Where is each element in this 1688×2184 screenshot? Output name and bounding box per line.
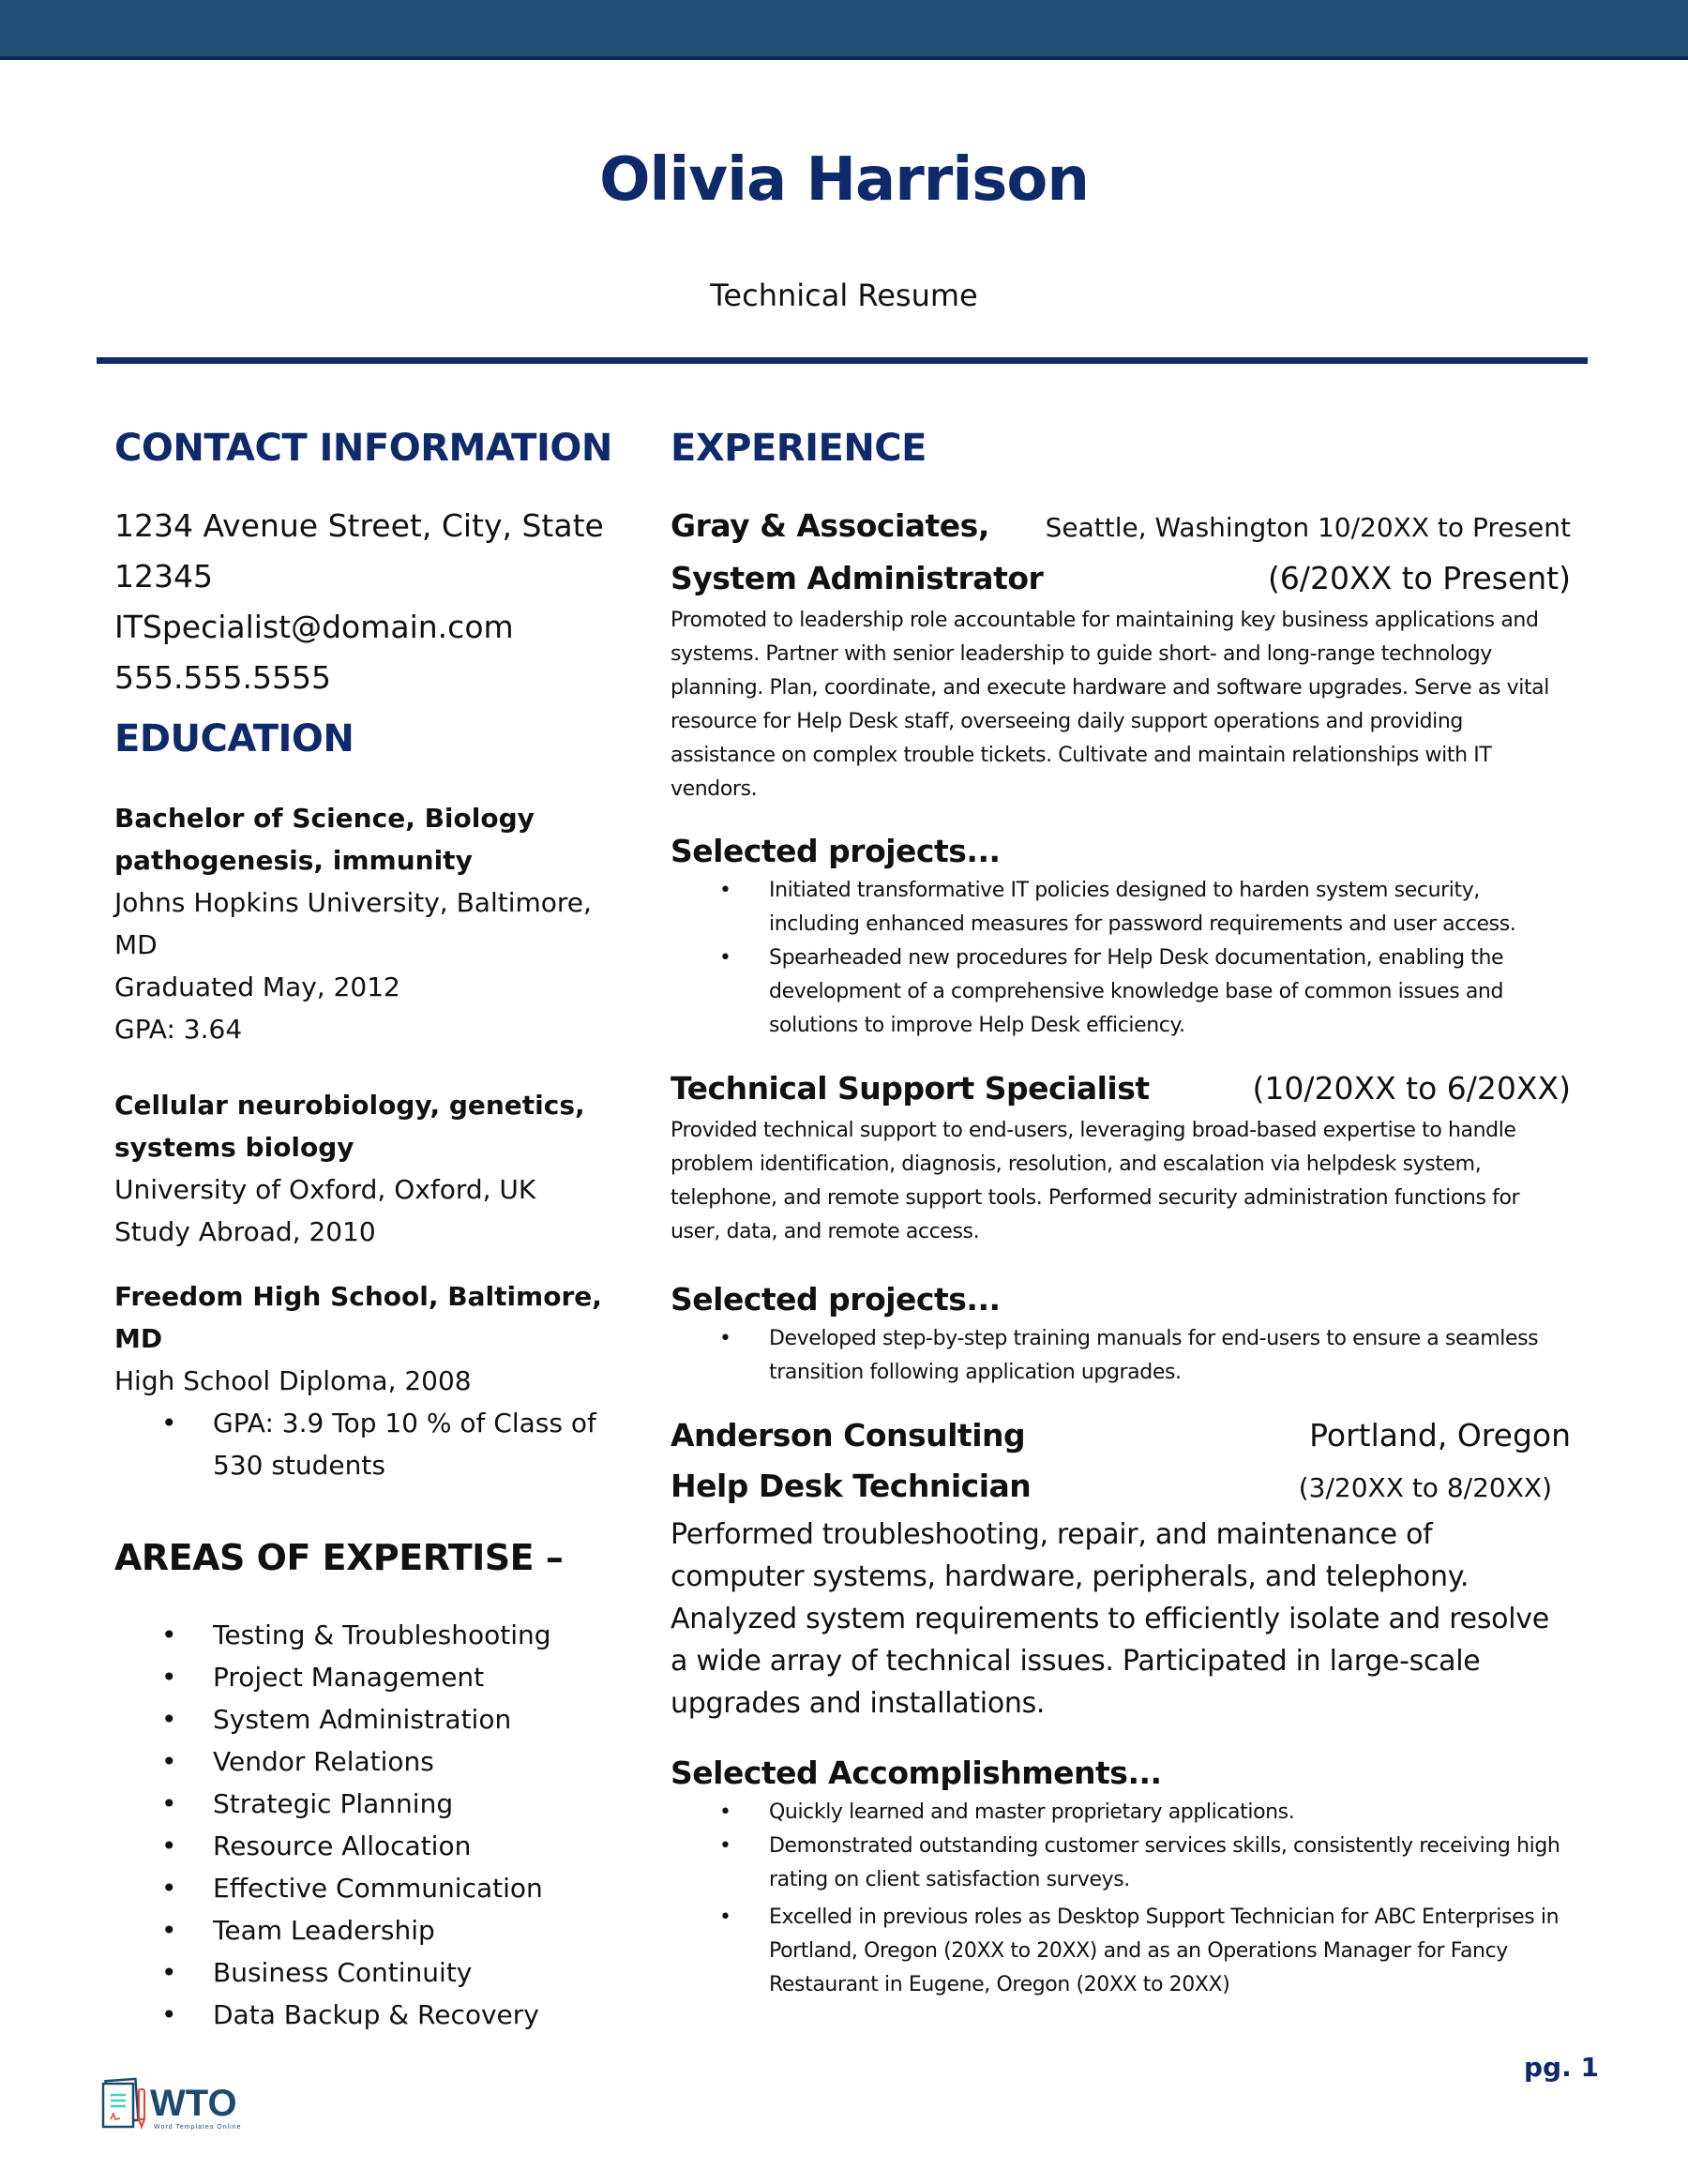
bullet-icon: • [719, 1905, 731, 1929]
wto-logo[interactable] [101, 2072, 279, 2136]
list-item: • GPA: 3.9 Top 10 % of Class of 530 students [114, 1402, 640, 1486]
bullet-icon: • [161, 1662, 177, 1693]
contact-address: 1234 Avenue Street, City, State [114, 507, 604, 544]
company-location: Portland, Oregon [1309, 1417, 1571, 1453]
education-heading: EDUCATION [114, 717, 354, 761]
school-name: University of Oxford, Oxford, UK [114, 1174, 536, 1205]
list-item: • Effective Communication [114, 1867, 640, 1909]
bullet-icon: • [161, 1830, 177, 1861]
contact-email[interactable]: ITSpecialist@domain.com [114, 609, 514, 645]
bullet-icon: • [719, 1800, 731, 1824]
candidate-name: Olivia Harrison [599, 145, 1089, 215]
header-divider [97, 357, 1588, 364]
bullet-icon: • [161, 1408, 177, 1438]
gpa: GPA: 3.64 [114, 1014, 243, 1045]
list-item: • System Administration [114, 1698, 640, 1740]
list-item: • Project Management [114, 1656, 640, 1698]
list-item: • Vendor Relations [114, 1740, 640, 1783]
company-name: Anderson Consulting [671, 1417, 1026, 1453]
role-dates: (10/20XX to 6/20XX) [1252, 1070, 1571, 1107]
education-entry [114, 1275, 640, 1486]
school-name: Johns Hopkins University, Baltimore, MD [114, 887, 592, 960]
job-role: Technical Support Specialist [671, 1070, 1150, 1107]
list-item: • Business Continuity [114, 1951, 640, 1994]
page-number: pg. 1 [1524, 2052, 1599, 2083]
list-item: • Developed step-by-step training manuals for end-users to ensure a seamless transition following application upgrades. [671, 1322, 1571, 1390]
job-description: Provided technical support to end-users, leveraging broad-based expertise to handle problem identification, diagnosis, resolution, and escalation via helpdesk system, telephone, and remote support tools. Performed security administration functions for user, data, and remote access. [671, 1119, 1520, 1243]
list-item: • Excelled in previous roles as Desktop Support Technician for ABC Enterprises in Portland, Oregon (20XX to 20XX) and as an Operations Manager for Fancy Restaurant in Eugene, Oregon (20XX to 20XX) [671, 1901, 1571, 2002]
job-entry [671, 501, 1571, 1043]
left-column [114, 413, 640, 2036]
bullet-icon: • [719, 1327, 731, 1350]
list-item: • Strategic Planning [114, 1783, 640, 1825]
education-entry [114, 1084, 640, 1253]
study-note: Study Abroad, 2010 [114, 1216, 376, 1247]
degree-title: Bachelor of Science, Biology [114, 803, 535, 834]
expertise-list [114, 1614, 640, 2036]
school-title: Freedom High School, Baltimore, MD [114, 1281, 602, 1354]
job-description: Promoted to leadership role accountable for maintaining key business applications and systems. Partner with senior leadership to guide short- and long-range technology planning. Plan, coordinate, and execute hardware and software upgrades. Serve as vital resource for Help Desk staff, overseeing daily support operations and providing assistance on complex trouble tickets. Cultivate and maintain relationships with IT vendors. [671, 609, 1549, 801]
list-item: • Resource Allocation [114, 1825, 640, 1867]
bullet-icon: • [161, 1788, 177, 1819]
job-role: System Administrator [671, 560, 1044, 596]
document-pen-icon [101, 2072, 279, 2136]
bullet-icon: • [719, 879, 731, 902]
contact-zip: 12345 [114, 558, 213, 595]
list-item: • Testing & Troubleshooting [114, 1614, 640, 1656]
company-name: Gray & Associates, [671, 507, 989, 544]
right-column [671, 413, 1571, 2002]
resume-subtitle: Technical Resume [710, 278, 978, 313]
job-entry [671, 1063, 1571, 1390]
projects-subheading: Selected projects... [671, 833, 1001, 869]
job-entry [671, 1410, 1571, 2002]
bullet-icon: • [161, 1999, 177, 2030]
company-location-dates: Seattle, Washington 10/20XX to Present [1045, 512, 1571, 543]
role-dates: (3/20XX to 8/20XX) [1298, 1472, 1552, 1503]
logo-tagline: Word Templates Online [154, 2124, 242, 2131]
projects-subheading: Selected projects... [671, 1281, 1001, 1318]
bullet-icon: • [719, 1834, 731, 1858]
bullet-icon: • [719, 946, 731, 970]
education-entry [114, 797, 640, 1050]
bullet-icon: • [161, 1619, 177, 1650]
list-item: • Data Backup & Recovery [114, 1994, 640, 2036]
degree-title: Cellular neurobiology, genetics, [114, 1090, 585, 1121]
top-banner [0, 0, 1688, 60]
list-item: • Initiated transformative IT policies designed to harden system security, including enhanced measures for password requirements and user access. [671, 874, 1571, 941]
logo-text: WTO [150, 2083, 237, 2124]
role-dates: (6/20XX to Present) [1268, 560, 1571, 596]
degree-title: pathogenesis, immunity [114, 845, 473, 876]
bullet-icon: • [161, 1915, 177, 1946]
degree-title: systems biology [114, 1132, 354, 1163]
expertise-heading: AREAS OF EXPERTISE – [114, 1537, 564, 1578]
bullet-icon: • [161, 1746, 177, 1777]
diploma: High School Diploma, 2008 [114, 1365, 472, 1396]
job-role: Help Desk Technician [671, 1468, 1032, 1504]
list-item: • Quickly learned and master proprietary applications. [671, 1796, 1571, 1830]
contact-phone: 555.555.5555 [114, 659, 331, 696]
list-item: • Spearheaded new procedures for Help Desk documentation, enabling the development of a comprehensive knowledge base of common issues and solutions to improve Help Desk efficiency. [671, 941, 1571, 1043]
bullet-icon: • [161, 1957, 177, 1988]
list-item: • Demonstrated outstanding customer services skills, consistently receiving high rating on client satisfaction surveys. [671, 1830, 1571, 1897]
experience-heading: EXPERIENCE [671, 427, 927, 470]
bullet-icon: • [161, 1873, 177, 1904]
bullet-icon: • [161, 1704, 177, 1735]
graduation-date: Graduated May, 2012 [114, 972, 400, 1002]
contact-heading: CONTACT INFORMATION [114, 427, 612, 470]
list-item: • Team Leadership [114, 1909, 640, 1951]
job-description: Performed troubleshooting, repair, and maintenance of computer systems, hardware, peripherals, and telephony. Analyzed system requirements to efficiently isolate and resolve a wide array of technical issues. Participated in large-scale upgrades and installations. [671, 1518, 1549, 1720]
accomplishments-subheading: Selected Accomplishments... [671, 1755, 1162, 1791]
